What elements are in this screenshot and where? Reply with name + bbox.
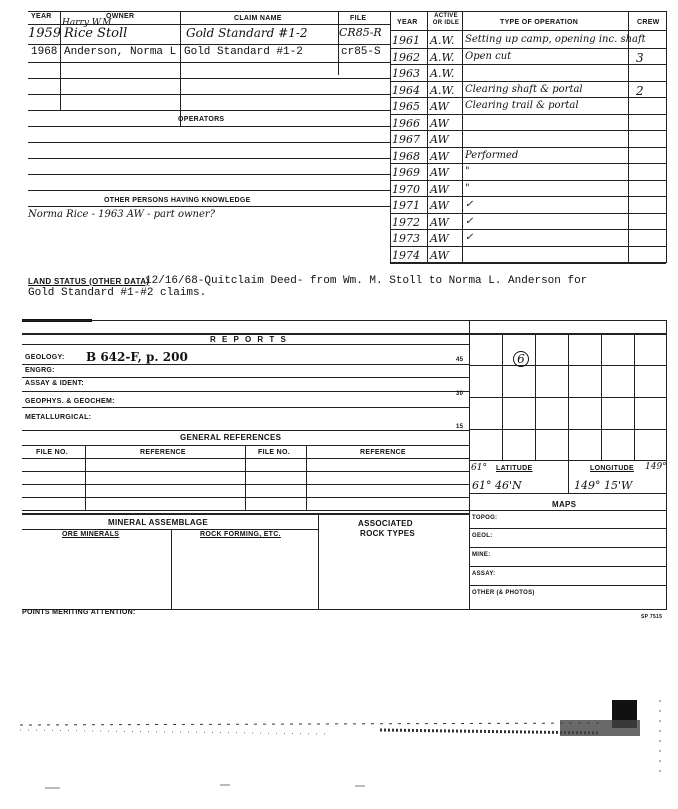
log-year: 1966 (392, 116, 420, 130)
log-operation: Clearing shaft & portal (465, 83, 583, 95)
land-status-line-2: Gold Standard #1-#2 claims. (28, 287, 207, 299)
engrg-label: ENGRG: (25, 367, 55, 374)
log-status: AW (430, 149, 449, 163)
header-type-of-operation: TYPE OF OPERATION (500, 19, 579, 26)
associated-label: ASSOCIATED (358, 519, 413, 528)
log-row-rule (390, 262, 666, 263)
owner-row-2-year: 1968 (31, 46, 58, 58)
mineral-assemblage-title: MINERAL ASSEMBLAGE (108, 518, 209, 527)
assay-ident-label: ASSAY & IDENT: (25, 380, 85, 387)
longitude-label: LONGITUDE (590, 465, 634, 472)
log-operation: ✓ (465, 199, 474, 210)
log-operation: ✓ (465, 232, 474, 243)
log-operation: Performed (465, 149, 519, 161)
log-row (390, 230, 678, 247)
log-row (390, 247, 678, 264)
others-text: Norma Rice - 1963 AW - part owner? (28, 209, 216, 220)
log-year: 1973 (392, 232, 420, 245)
log-year: 1967 (392, 133, 420, 146)
geology-label: GEOLOGY: (25, 354, 65, 361)
log-row (390, 197, 678, 214)
log-row (390, 98, 678, 115)
owner-row-1-claim: Gold Standard #1-2 (186, 26, 308, 40)
log-status: AW (430, 133, 449, 146)
metallurgical-label: METALLURGICAL: (25, 414, 92, 421)
form-number: SP 7515 (641, 614, 663, 620)
geophys-label: GEOPHYS. & GEOCHEM: (25, 398, 115, 405)
general-references-title: GENERAL REFERENCES (180, 433, 282, 442)
owner-note: Harry W.M. (62, 18, 115, 28)
latitude-degree: 61° (471, 463, 487, 473)
maps-other-label: OTHER (& PHOTOS) (472, 590, 535, 596)
log-row (390, 115, 678, 132)
log-row (390, 148, 678, 165)
maps-mine-label: MINE: (472, 552, 491, 558)
log-status: AW (430, 248, 449, 262)
log-status: A.W. (430, 83, 455, 97)
log-year: 1969 (392, 166, 420, 179)
margin-15: 15 (456, 424, 464, 430)
log-year: 1962 (392, 50, 420, 64)
owner-row-1-owner: Rice Stoll (64, 26, 128, 41)
circled-number: 6 (513, 351, 529, 367)
ore-minerals-label: ORE MINERALS (62, 531, 120, 538)
log-row (390, 131, 678, 148)
margin-30: 30 (456, 391, 464, 397)
log-status: AW (430, 100, 449, 113)
land-status-line-1: 12/16/68-Quitclaim Deed- from Wm. M. Stoll to Norma L. Anderson for (145, 275, 588, 287)
header-active-idle: ACTIVE OR IDLE (432, 13, 460, 26)
points-meriting-attention-label: POINTS MERITING ATTENTION: (22, 609, 136, 616)
margin-45: 45 (456, 357, 464, 363)
latitude-value: 61° 46'N (472, 479, 522, 492)
log-year: 1974 (392, 248, 420, 262)
log-status: A.W. (430, 50, 455, 64)
log-year: 1963 (392, 67, 420, 80)
log-row (390, 164, 678, 181)
header-claim-name: CLAIM NAME (234, 15, 282, 22)
owner-row-1-file: CR85-R (339, 26, 382, 39)
log-operation: ✓ (465, 215, 474, 227)
maps-title: MAPS (552, 500, 577, 509)
operators-label: OPERATORS (178, 116, 225, 123)
header-log-year: YEAR (397, 19, 418, 26)
ref-file-no-1: FILE NO. (36, 449, 68, 456)
owner-row-2-claim: Gold Standard #1-2 (184, 46, 303, 58)
log-year: 1971 (392, 199, 420, 212)
log-row (390, 49, 678, 66)
longitude-value: 149° 15'W (574, 479, 633, 492)
land-status-label: LAND STATUS (OTHER DATA) (28, 277, 150, 286)
maps-assay-label: ASSAY: (472, 571, 496, 577)
log-row (390, 32, 678, 49)
header-owner: OWNER (106, 13, 135, 20)
log-status: AW (430, 166, 449, 179)
log-crew: 2 (636, 83, 644, 98)
log-row (390, 65, 678, 82)
log-status: A.W. (430, 34, 455, 47)
log-year: 1968 (392, 149, 420, 163)
reports-title: R E P O R T S (210, 335, 288, 344)
log-operation: Open cut (465, 50, 512, 62)
header-file: FILE (350, 15, 367, 22)
header-crew: CREW (637, 19, 660, 26)
log-operation: " (465, 166, 470, 177)
latitude-label: LATITUDE (496, 465, 533, 472)
owner-row-1-year: 1959 (28, 26, 62, 41)
log-year: 1961 (392, 34, 420, 47)
rock-types-label: ROCK TYPES (360, 529, 416, 538)
scan-noise (0, 690, 678, 800)
log-status: AW (430, 232, 449, 245)
log-crew: 3 (636, 50, 644, 65)
log-status: AW (430, 199, 449, 212)
log-operation: Clearing trail & portal (465, 100, 579, 111)
log-status: AW (430, 116, 449, 130)
log-operation: Setting up camp, opening inc. shaft (465, 34, 646, 45)
longitude-degree: 149° (645, 462, 667, 472)
log-row (390, 82, 678, 99)
log-year: 1964 (392, 83, 420, 97)
maps-topog-label: TOPOG: (472, 515, 498, 521)
ref-reference-2: REFERENCE (360, 449, 406, 456)
maps-geol-label: GEOL: (472, 533, 493, 539)
ref-file-no-2: FILE NO. (258, 449, 290, 456)
log-status: AW (430, 182, 449, 196)
owner-row-2-owner: Anderson, Norma L (64, 46, 177, 58)
geology-value: B 642-F, p. 200 (86, 350, 188, 364)
others-label: OTHER PERSONS HAVING KNOWLEDGE (104, 197, 251, 204)
rock-forming-label: ROCK FORMING, ETC. (200, 531, 281, 538)
header-year: YEAR (31, 13, 52, 20)
log-status: A.W. (430, 67, 455, 80)
owner-row-2-file: cr85-S (341, 46, 381, 58)
log-row (390, 214, 678, 231)
log-status: AW (430, 215, 449, 229)
log-year: 1972 (392, 215, 420, 229)
log-operation: " (465, 182, 470, 194)
log-year: 1965 (392, 100, 420, 113)
log-row (390, 181, 678, 198)
ref-reference-1: REFERENCE (140, 449, 186, 456)
log-year: 1970 (392, 182, 420, 196)
